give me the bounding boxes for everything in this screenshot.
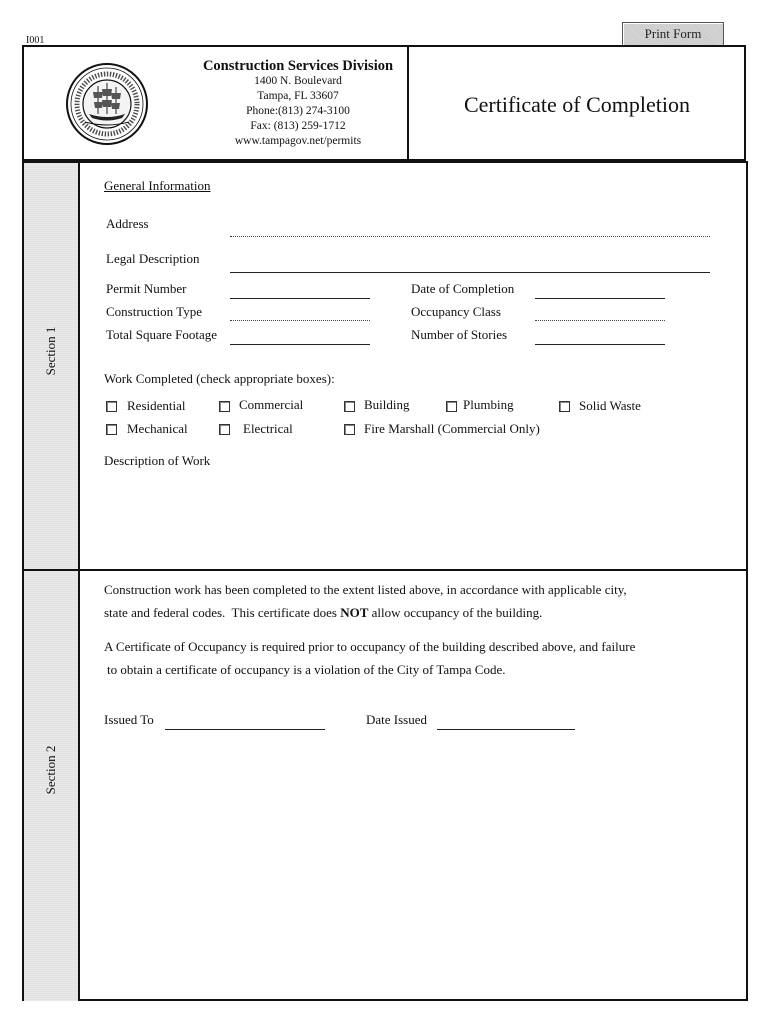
not-emphasis: NOT (340, 605, 369, 620)
electrical-checkbox[interactable] (219, 424, 230, 435)
statement-text: state and federal codes. This certificate does (104, 605, 337, 620)
total-square-footage-label: Total Square Footage (106, 327, 218, 342)
permit-number-field[interactable] (230, 298, 370, 299)
date-issued-field[interactable] (437, 729, 575, 730)
construction-type-field[interactable] (230, 320, 370, 321)
phone-line: Phone:(813) 274-3100 (246, 105, 350, 117)
electrical-label: Electrical (243, 421, 293, 436)
occupancy-notice-line: to obtain a certificate of occupancy is a violation of the City of Tampa Code. (107, 662, 506, 677)
top-border (22, 161, 748, 163)
number-of-stories-field[interactable] (535, 344, 665, 345)
date-of-completion-field[interactable] (535, 298, 665, 299)
section-separator (22, 569, 748, 571)
occupancy-class-field[interactable] (535, 320, 665, 321)
section-1-label: Section 1 (43, 326, 58, 376)
form-id: I001 (26, 35, 45, 46)
division-name: Construction Services Division (202, 58, 394, 74)
general-information-heading: General Information (104, 178, 211, 193)
description-of-work-field[interactable] (104, 472, 734, 564)
address-line: Tampa, FL 33607 (257, 90, 339, 102)
residential-label: Residential (127, 398, 186, 413)
mechanical-label: Mechanical (127, 421, 188, 436)
fax-line: Fax: (813) 259-1712 (250, 120, 346, 132)
commercial-checkbox[interactable] (219, 401, 230, 412)
address-field[interactable] (230, 236, 710, 237)
completion-statement-line (104, 605, 542, 621)
address-line: 1400 N. Boulevard (254, 75, 342, 87)
occupancy-notice-line: A Certificate of Occupancy is required prior to occupancy of the building described above, and failure (104, 639, 636, 654)
website-line: www.tampagov.net/permits (234, 135, 362, 147)
plumbing-label: Plumbing (463, 397, 514, 412)
number-of-stories-label: Number of Stories (411, 327, 508, 342)
completion-statement-line: Construction work has been completed to the extent listed above, in accordance with applicable city, (104, 582, 627, 597)
issued-to-field[interactable] (165, 729, 325, 730)
city-seal-icon (65, 62, 149, 146)
permit-number-label: Permit Number (106, 281, 187, 296)
legal-description-label: Legal Description (106, 251, 200, 266)
legal-description-field[interactable] (230, 272, 710, 273)
work-completed-label: Work Completed (check appropriate boxes): (104, 371, 335, 386)
date-issued-label: Date Issued (366, 712, 428, 727)
address-label: Address (106, 216, 149, 231)
description-of-work-label: Description of Work (104, 453, 211, 468)
solid-waste-label: Solid Waste (579, 398, 641, 413)
page-title: Certificate of Completion (463, 92, 691, 117)
section-2-label: Section 2 (43, 745, 58, 795)
print-form-button[interactable]: Print Form (622, 22, 724, 46)
occupancy-class-label: Occupancy Class (411, 304, 501, 319)
section-sidebar (22, 163, 80, 1001)
building-checkbox[interactable] (344, 401, 355, 412)
issued-to-label: Issued To (104, 712, 154, 727)
building-label: Building (364, 397, 410, 412)
plumbing-checkbox[interactable] (446, 401, 457, 412)
commercial-label: Commercial (239, 397, 304, 412)
construction-type-label: Construction Type (106, 304, 202, 319)
total-square-footage-field[interactable] (230, 344, 370, 345)
residential-checkbox[interactable] (106, 401, 117, 412)
fire-marshall-label: Fire Marshall (Commercial Only) (364, 421, 540, 436)
solid-waste-checkbox[interactable] (559, 401, 570, 412)
mechanical-checkbox[interactable] (106, 424, 117, 435)
date-of-completion-label: Date of Completion (411, 281, 515, 296)
statement-text: allow occupancy of the building. (371, 605, 543, 620)
fire-marshall-checkbox[interactable] (344, 424, 355, 435)
